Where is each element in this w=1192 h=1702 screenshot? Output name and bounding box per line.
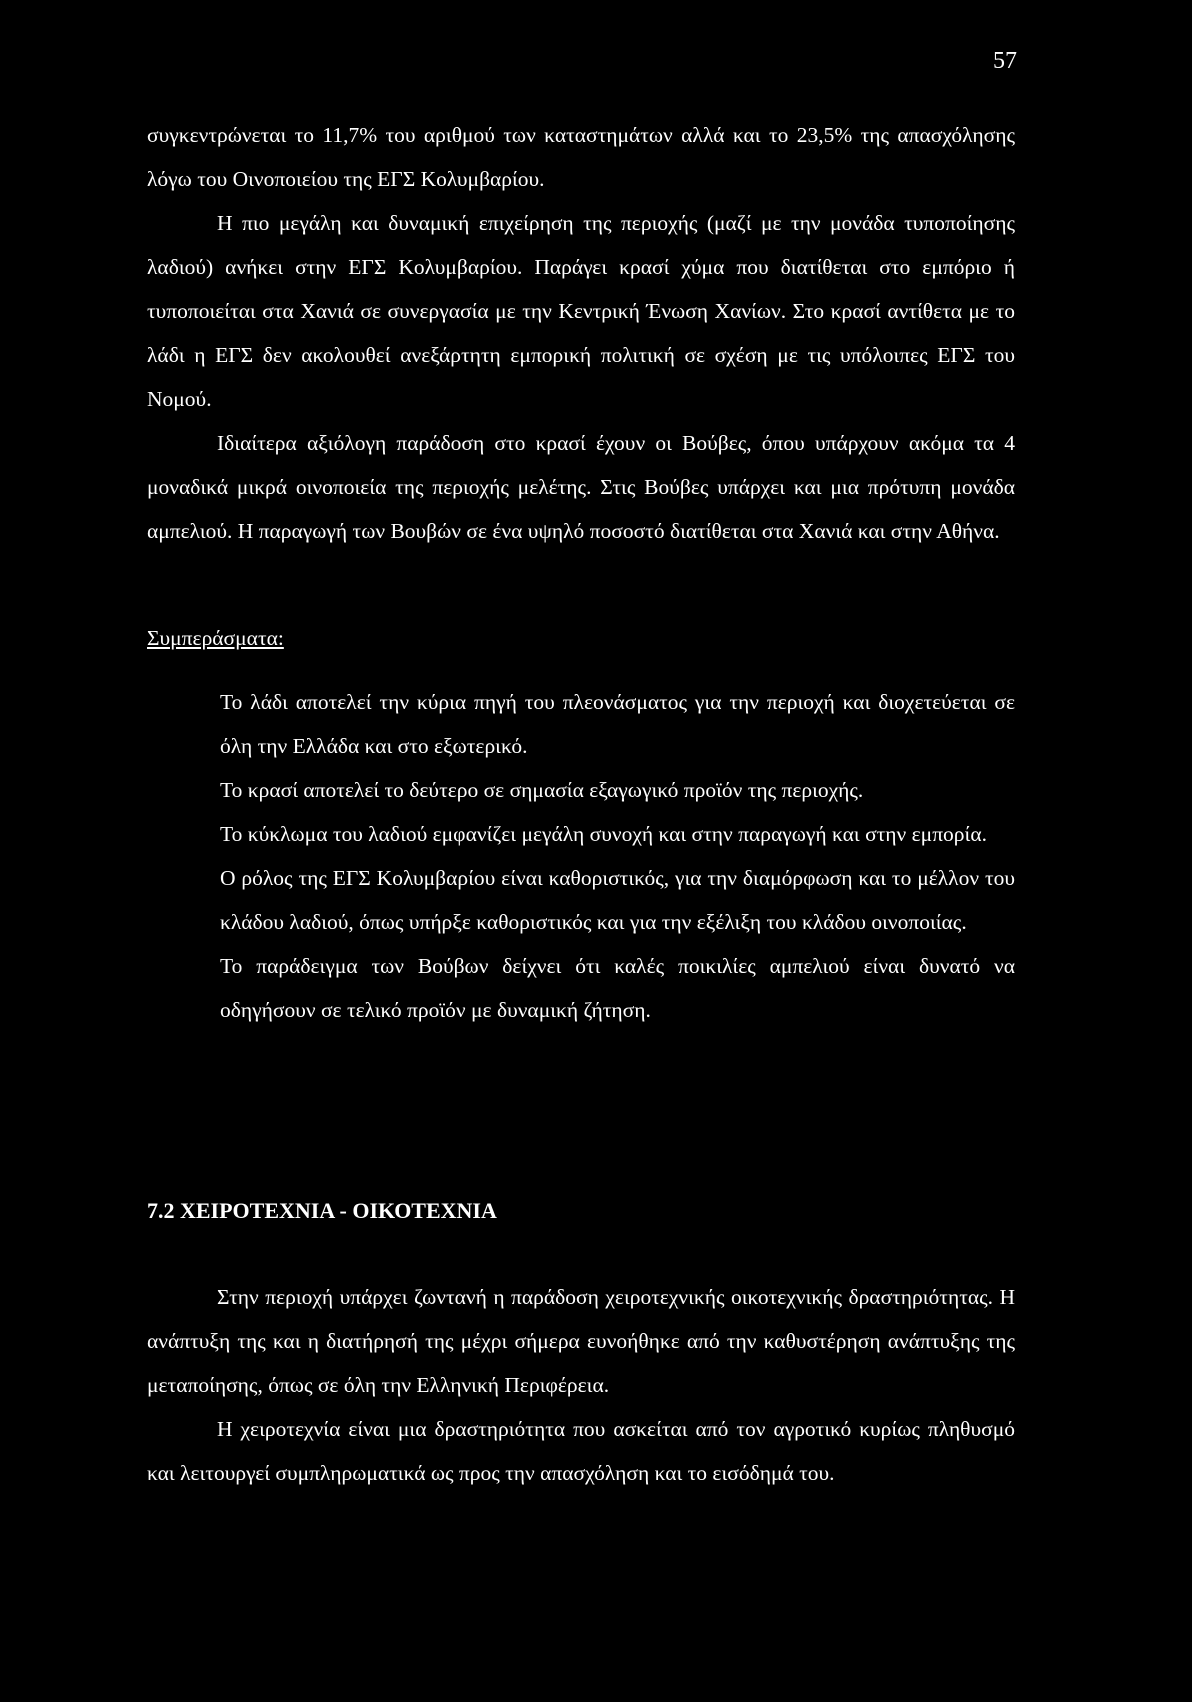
page-number: 57 <box>993 48 1017 74</box>
conclusion-item: Το λάδι αποτελεί την κύρια πηγή του πλεονάσματος για την περιοχή και διοχετεύεται σε όλη την Ελλάδα και στο εξωτερικό. <box>220 690 1015 758</box>
paragraph: Η χειροτεχνία είναι μια δραστηριότητα που ασκείται από τον αγροτικό κυρίως πληθυσμό και λειτουργεί συμπληρωματικά ως προς την απασχόληση και το εισόδημά του. <box>147 1417 1015 1485</box>
paragraph: Στην περιοχή υπάρχει ζωντανή η παράδοση χειροτεχνικής οικοτεχνικής δραστηριότητας. Η ανάπτυξη της και η διατήρησή της μέχρι σήμερα ευνοήθηκε από την καθυστέρηση ανάπτυξης της μεταποίησης, όπως σε όλη την Ελληνική Περιφέρεια. <box>147 1285 1015 1397</box>
section-heading: 7.2 ΧΕΙΡΟΤΕΧΝΙΑ - ΟΙΚΟΤΕΧΝΙΑ <box>147 1198 497 1223</box>
paragraph: Η πιο μεγάλη και δυναμική επιχείρηση της περιοχής (μαζί με την μονάδα τυποποίησης λαδιού) ανήκει στην ΕΓΣ Κολυμβαρίου. Παράγει κρασί χύμα που διατίθεται στο εμπόριο ή τυποποιείται στα Χανιά σε συνεργασία με την Κεντρική Ένωση Χανίων. Στο κρασί αντίθετα με το λάδι η ΕΓΣ δεν ακολουθεί ανεξάρτητη εμπορική πολιτική σε σχέση με τις υπόλοιπες ΕΓΣ του Νομού. <box>147 211 1015 411</box>
paragraph: Ιδιαίτερα αξιόλογη παράδοση στο κρασί έχουν οι Βούβες, όπου υπάρχουν ακόμα τα 4 μοναδικά μικρά οινοποιεία της περιοχής μελέτης. Στις Βούβες υπάρχει και μια πρότυπη μονάδα αμπελιού. Η παραγωγή των Βουβών σε ένα υψηλό ποσοστό διατίθεται στα Χανιά και στην Αθήνα. <box>147 431 1015 543</box>
crafts-section <box>147 1275 1015 1495</box>
paragraph: συγκεντρώνεται το 11,7% του αριθμού των καταστημάτων αλλά και το 23,5% της απασχόλησης λόγω του Οινοποιείου της ΕΓΣ Κολυμβαρίου. <box>147 123 1015 191</box>
conclusions-heading: Συμπεράσματα: <box>147 626 284 650</box>
conclusion-item: Το κύκλωμα του λαδιού εμφανίζει μεγάλη συνοχή και στην παραγωγή και στην εμπορία. <box>220 822 987 846</box>
conclusion-item: Το παράδειγμα των Βούβων δείχνει ότι καλές ποικιλίες αμπελιού είναι δυνατό να οδηγήσουν σε τελικό προϊόν με δυναμική ζήτηση. <box>220 954 1015 1022</box>
conclusion-item: Το κρασί αποτελεί το δεύτερο σε σημασία εξαγωγικό προϊόν της περιοχής. <box>220 778 864 802</box>
conclusion-item: Ο ρόλος της ΕΓΣ Κολυμβαρίου είναι καθοριστικός, για την διαμόρφωση και το μέλλον του κλάδου λαδιού, όπως υπήρξε καθοριστικός και για την εξέλιξη του κλάδου οινοποιίας. <box>220 866 1015 934</box>
conclusions-list <box>220 680 1015 1032</box>
intro-section <box>147 113 1015 553</box>
